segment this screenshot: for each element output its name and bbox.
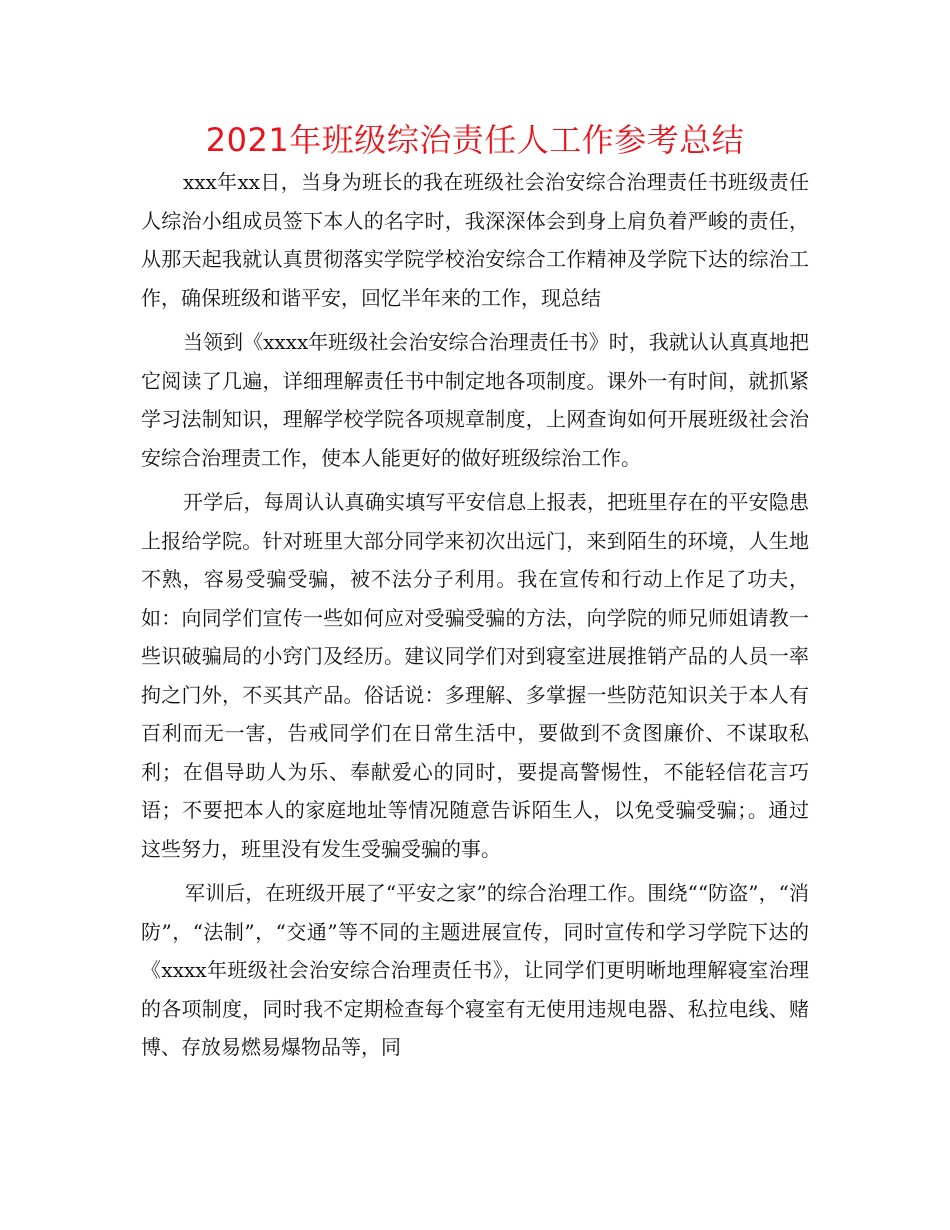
paragraph-2: 当领到《xxxx年班级社会治安综合治理责任书》时，我就认认真真地把它阅读了几遍，详细理解责任书中制定地各项制度。课外一有时间，就抓紧学习法制知识，理解学校学院各项规章制度，上网查询如何开展班级社会治安综合治理责工作，使本人能更好的做好班级综治工作。 bbox=[141, 330, 809, 470]
document-title: 2021年班级综治责任人工作参考总结 bbox=[205, 121, 745, 159]
paragraph-4: 军训后，在班级开展了“平安之家”的综合治理工作。围绕““防盗”，“消防”，“法制”，“交通”等不同的主题进展宣传，同时宣传和学习学院下达的《xxxx年班级社会治安综合治理责任书》，让同学们更明晰地理解寝室治理的各项制度，同时我不定期检查每个寝室有无使用违规电器、私拉电线、赌博、存放易燃易爆物品等，同 bbox=[141, 881, 809, 1059]
paragraph-3: 开学后，每周认认真确实填写平安信息上报表，把班里存在的平安隐患上报给学院。针对班里大部分同学来初次出远门，来到陌生的环境，人生地不熟，容易受骗受骗，被不法分子利用。我在宣传和行动上作足了功夫，如：向同学们宣传一些如何应对受骗受骗的方法，向学院的师兄师姐请教一些识破骗局的小窍门及经历。建议同学们对到寝室进展推销产品的人员一率拘之门外，不买其产品。俗话说：多理解、多掌握一些防范知识关于本人有百利而无一害，告戒同学们在日常生活中，要做到不贪图廉价、不谋取私利；在倡导助人为乐、奉献爱心的同时，要提高警惕性，不能轻信花言巧语；不要把本人的家庭地址等情况随意告诉陌生人，以免受骗受骗；。通过这些努力，班里没有发生受骗受骗的事。 bbox=[141, 490, 809, 861]
document-body bbox=[141, 163, 809, 1073]
paragraph-1: xxx年xx日，当身为班长的我在班级社会治安综合治理责任书班级责任人综治小组成员签下本人的名字时，我深深体会到身上肩负着严峻的责任，从那天起我就认真贯彻落实学院学校治安综合工作精神及学院下达的综治工作，确保班级和谐平安，回忆半年来的工作，现总结 bbox=[141, 170, 809, 310]
